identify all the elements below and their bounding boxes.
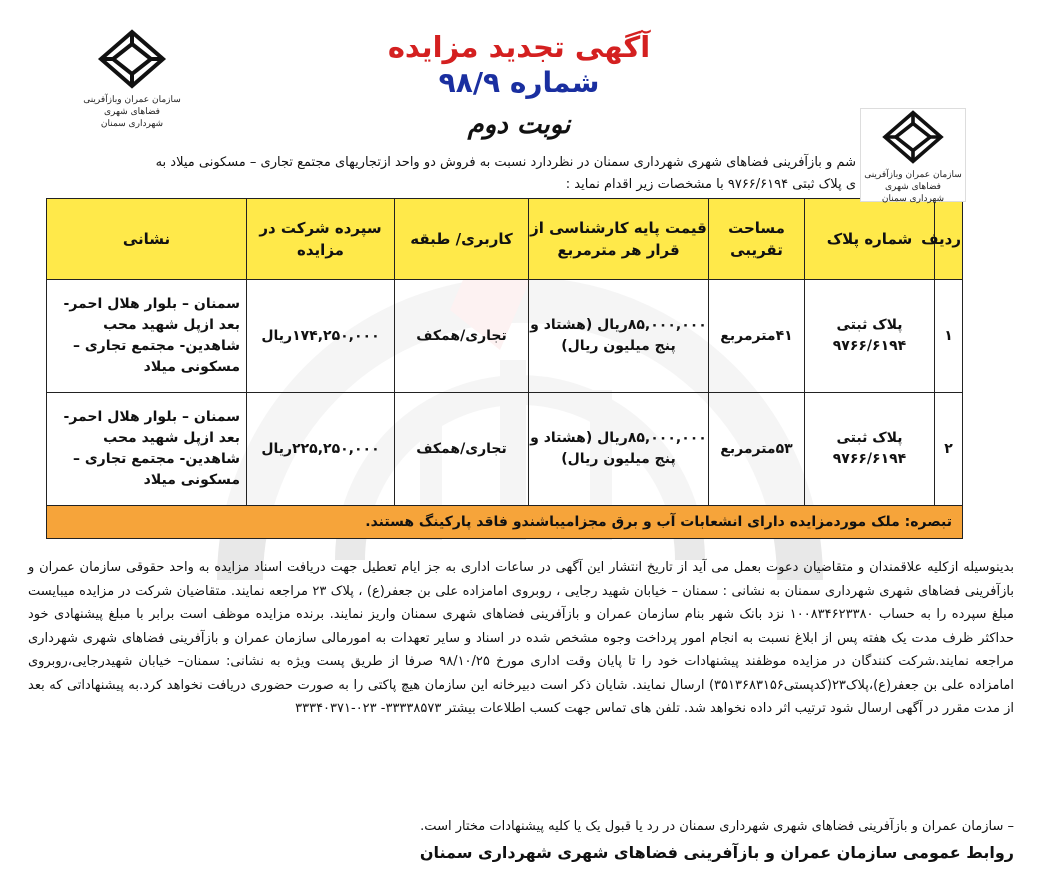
organization-logo [74, 28, 190, 129]
table-note-row [47, 506, 963, 539]
table-header-row [47, 199, 963, 280]
cell-row-number: ۱ [935, 280, 963, 393]
notice-number: شماره ۹۸/۹ [438, 66, 600, 99]
intro-line-2: ی پلاک ثبتی ۹۷۶۶/۶۱۹۴ با مشخصات زیر اقدام نماید : [565, 177, 856, 192]
header-row-number: ردیف [935, 199, 963, 280]
intro-text [40, 152, 856, 196]
cell-area: ۵۳مترمربع [709, 393, 805, 506]
notice-body [28, 556, 1014, 721]
intro-line-1: شم و بازآفرینی فضاهای شهری شهرداری سمنان در نظردارد نسبت به فروش دو واحد ازتجاریهای مجتمع تجاری – مسکونی میلاد به [155, 155, 856, 170]
cell-price: ۸۵,۰۰۰,۰۰۰ریال (هشتاد و پنج میلیون ریال) [529, 280, 709, 393]
organization-emblem-icon [97, 28, 167, 90]
notice-disclaimer: – سازمان عمران و بازآفرینی فضاهای شهری شهرداری سمنان در رد یا قبول یک یا کلیه پیشنهادات مختار است. [420, 819, 1014, 834]
auction-table [46, 198, 963, 539]
cell-usage: تجاری/همکف [395, 393, 529, 506]
cell-plaque: پلاک ثبتی ۹۷۶۶/۶۱۹۴ [805, 280, 935, 393]
logo-caption-line2: شهرداری سمنان [100, 119, 164, 129]
table-row [47, 393, 963, 506]
header-deposit: سپرده شرکت در مزایده [247, 199, 395, 280]
table-note: تبصره: ملک موردمزایده دارای انشعابات آب و برق مجزامیباشندو فاقد پارکینگ هستند. [47, 506, 963, 539]
cell-deposit: ۲۲۵,۲۵۰,۰۰۰ریال [247, 393, 395, 506]
logo-caption-line1: سازمان عمران وبازآفرینی فضاهای شهری [864, 170, 962, 192]
logo-caption-line2: شهرداری سمنان [881, 194, 945, 204]
header-area: مساحت تقریبی [709, 199, 805, 280]
header-price: قیمت پایه کارشناسی از قرار هر مترمربع [529, 199, 709, 280]
notice-signature: روابط عمومی سازمان عمران و بازآفرینی فضاهای شهری شهرداری سمنان [419, 843, 1014, 862]
cell-deposit: ۱۷۴,۲۵۰,۰۰۰ریال [247, 280, 395, 393]
cell-usage: تجاری/همکف [395, 280, 529, 393]
cell-address: سمنان – بلوار هلال احمر- بعد ازپل شهید محب شاهدین- مجتمع تجاری –مسکونی میلاد [47, 393, 247, 506]
cell-row-number: ۲ [935, 393, 963, 506]
cell-address: سمنان – بلوار هلال احمر- بعد ازپل شهید محب شاهدین- مجتمع تجاری –مسکونی میلاد [47, 280, 247, 393]
header-usage: کاربری/ طبقه [395, 199, 529, 280]
header-address: نشانی [47, 199, 247, 280]
cell-plaque: پلاک ثبتی ۹۷۶۶/۶۱۹۴ [805, 393, 935, 506]
notice-title: آگهی تجدید مزایده [387, 30, 651, 64]
organization-emblem-icon [881, 109, 945, 165]
cell-price: ۸۵,۰۰۰,۰۰۰ریال (هشتاد و پنج میلیون ریال) [529, 393, 709, 506]
cell-area: ۴۱مترمربع [709, 280, 805, 393]
notice-round: نوبت دوم [467, 110, 571, 140]
logo-caption-line1: سازمان عمران وبازآفرینی فضاهای شهری [83, 95, 181, 117]
organization-logo-secondary [860, 108, 966, 202]
header-plaque: شماره پلاک [805, 199, 935, 280]
table-row [47, 280, 963, 393]
body-paragraph: بدینوسیله ازکلیه علاقمندان و متقاضیان دعوت بعمل می آید از تاریخ انتشار این آگهی در ساعات اداری به جز ایام تعطیل جهت دریافت اسناد مزایده به واحد حقوقی سازمان عمران و بازآفرینی فضاهای شهری شهرداری سمنان به نشانی : سمنان – خیابان شهید رجایی ، روبروی امامزاده علی بن جعفر(ع) ، پلاک ۲۳ مراجعه نمایند. متقاضیان شرکت در مزایده میبایست مبلغ سپرده را به حساب ۱۰۰۸۳۴۶۲۳۳۸۰ نزد بانک شهر بنام سازمان عمران و بازآفرینی فضاهای شهری سمنان واریز نمایند. برنده مزایده موظف است برابر با مبلغ پیشنهادی خود حداکثر ظرف مدت یک هفته پس از ابلاغ نسبت به انجام امور پرداخت وجوه مشخص شده در اسناد و سایر تعهدات به امورمالی سازمان عمران و بازآفرینی فضاهای شهری شهرداری مراجعه نمایند.شرکت کنندگان در مزایده موظفند پیشنهادات خود را تا پایان وقت اداری مورخ ۹۸/۱۰/۲۵ صرفا از طریق پست ویژه به نشانی: سمنان– خیابان شهیدرجایی،روبروی امامزاده علی بن جعفر(ع)،پلاک۲۳(کدپستی۳۵۱۳۶۸۳۱۵۶) ارسال نمایند. شایان ذکر است دبیرخانه این سازمان هیچ پاکتی را به صورت حضوری دریافت نخواهد کرد.به پیشنهاداتی که بعد از مدت مقرر در آگهی ارسال شود ترتیب اثر داده نخواهد شد. تلفن های تماس جهت کسب اطلاعات بیشتر ۳۳۳۳۸۵۷۳- ۰۲۳-۳۳۳۴۰۳۷۱ [28, 560, 1014, 716]
